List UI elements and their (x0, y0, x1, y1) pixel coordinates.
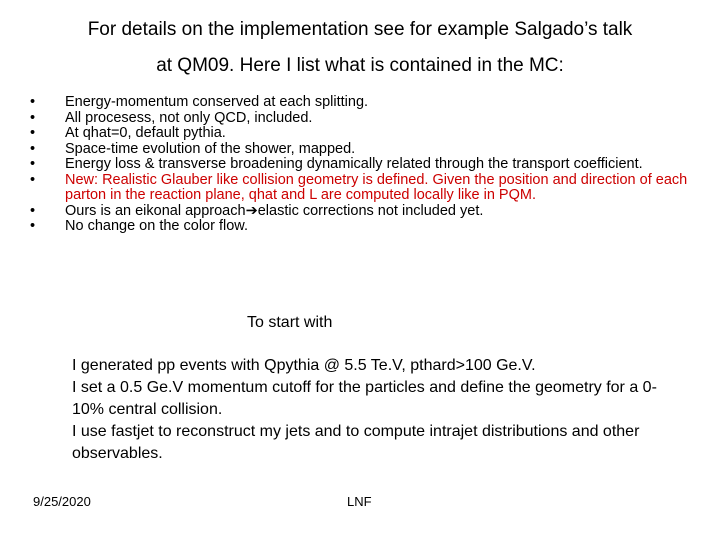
list-item (30, 157, 690, 173)
list-item (30, 95, 690, 111)
bullet-icon: • (30, 218, 36, 234)
paragraph-line: I use fastjet to reconstruct my jets and to compute intrajet distributions and other observables. (72, 423, 640, 462)
right-arrow-icon: ➔ (245, 202, 258, 219)
section-label: To start with (247, 314, 333, 331)
list-item-text-before: Ours is an eikonal approach (65, 202, 246, 219)
bullet-icon: • (30, 125, 36, 141)
footer-org: LNF (347, 494, 372, 509)
list-item-text: Energy-momentum conserved at each splitting. (65, 94, 369, 110)
list-item-text: Energy loss & transverse broadening dynamically related through the transport coefficient. (65, 156, 643, 172)
list-item-text: All procesess, not only QCD, included. (65, 109, 313, 126)
intro-heading (40, 12, 680, 84)
list-item-text: New: Realistic Glauber like collision geometry is defined. Given the position and direction of each parton in the reaction plane, qhat and L are computed locally like in PQM. (65, 171, 688, 203)
bullet-icon: • (30, 140, 36, 157)
body-paragraph (72, 355, 682, 465)
paragraph-line: I set a 0.5 Ge.V momentum cutoff for the particles and define the geometry for a 0-10% central collision. (72, 379, 657, 418)
list-item-highlight (30, 173, 690, 204)
bullet-icon: • (30, 109, 36, 126)
list-item-text: No change on the color flow. (65, 218, 248, 234)
list-item (30, 126, 690, 142)
list-item (30, 142, 690, 158)
bullet-icon: • (30, 202, 36, 219)
feature-list (30, 95, 690, 235)
bullet-icon: • (30, 171, 36, 188)
list-item (30, 111, 690, 127)
list-item-text: Space-time evolution of the shower, mapped. (65, 140, 356, 157)
list-item (30, 219, 690, 235)
bullet-icon: • (30, 94, 36, 110)
list-item-text-after: elastic corrections not included yet. (257, 202, 484, 219)
intro-line-1: For details on the implementation see for example Salgado’s talk (87, 19, 633, 40)
footer-date: 9/25/2020 (33, 494, 91, 509)
paragraph-line: I generated pp events with Qpythia @ 5.5 Te.V, pthard>100 Ge.V. (72, 357, 536, 374)
list-item-text: At qhat=0, default pythia. (65, 125, 226, 141)
list-item (30, 204, 690, 220)
bullet-icon: • (30, 156, 36, 172)
intro-line-2: at QM09. Here I list what is contained in the MC: (156, 55, 564, 76)
